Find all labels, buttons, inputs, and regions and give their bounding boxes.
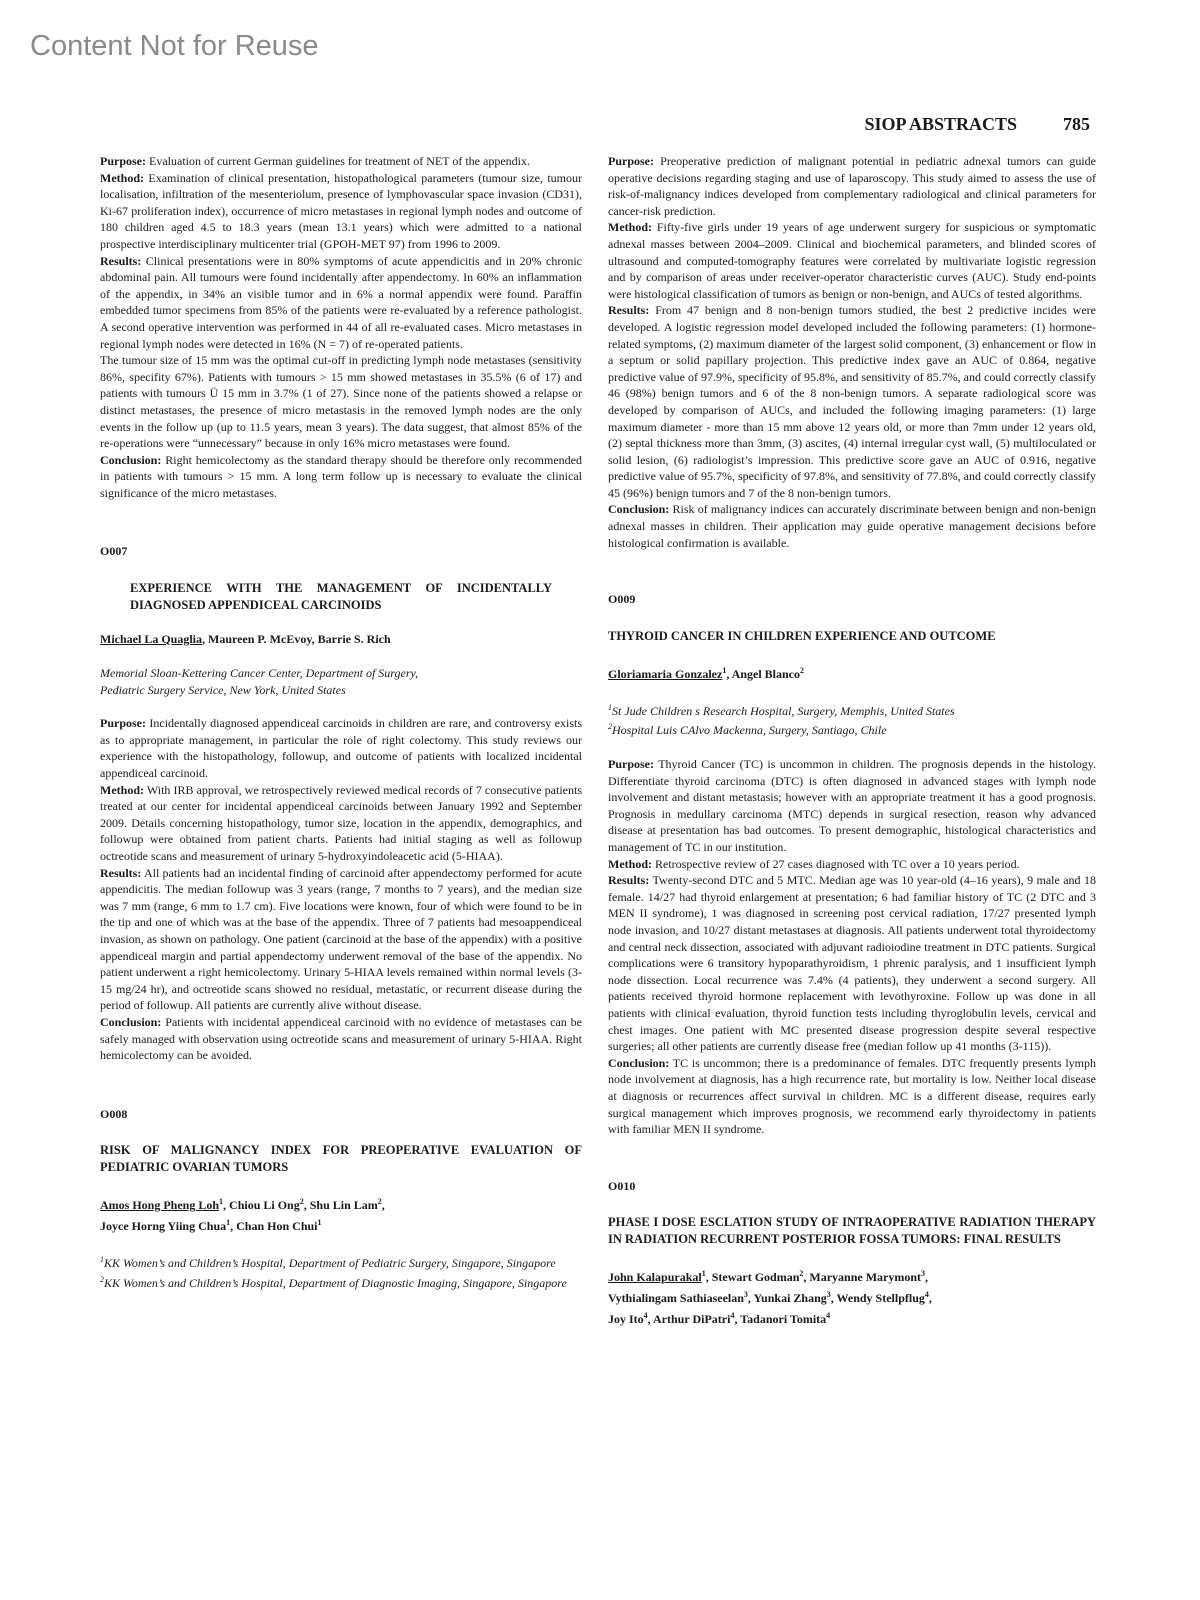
method-text: Fifty-five girls under 19 years of age underwent surgery for suspicious or symptomatic adnexal masses between 2004–2009. Clinical and biochemical parameters, and blinded scores of ultrasound and computed-tomography features were correlated by multivariate logistic regression and by comparison of areas under receiver-operator characteristic curves (AUC). Study end-points were histological classification of tumors as benign or non-benign, and AUCs of tested algorithms. xyxy=(608,220,1096,301)
co-author: Joy Ito xyxy=(608,1312,644,1327)
right-column xyxy=(608,153,1096,1328)
abstract-title: EXPERIENCE WITH THE MANAGEMENT OF INCIDENTALLY DIAGNOSED APPENDICEAL CARCINOIDS xyxy=(130,581,552,613)
conclusion-label: Conclusion: xyxy=(100,452,162,467)
affiliation-marker: 3 xyxy=(743,1290,748,1300)
watermark: Content Not for Reuse xyxy=(30,30,319,62)
abstract-title: THYROID CANCER IN CHILDREN EXPERIENCE AND OUTCOME xyxy=(608,628,996,643)
method-paragraph xyxy=(100,170,582,253)
results-text: Twenty-second DTC and 5 MTC. Median age was 10 year-old (4–16 years), 9 male and 18 female. 14/27 had thyroid enlargement at presentation; 6 had familiar history of TC (2 DTC and 3 MEN II syndrome), 1 was diagnosed in screening post cervical radiation, 17/27 presented lymph node invasion, and 10/27 distant metastases at diagnosis. All patients underwent total thyroidectomy and central neck dissection, associated with adjuvant radioiodine treatment in DTC patients. Surgical complications were 6 transitory hypoparathyroidism, 1 phrenic paralysis, and 1 insufficient lymph node dissection. Local recurrence was 7.4% (4 patients), they underwent a second surgery. All patients received thyroid hormone replacement with levothyroxine. Follow up was done in all patients with clinical evaluation, thyroid function tests including thyroglobulin levels, cervical and chest images. One patient with MC presented disease progression despite several respective surgeries; all other patients are currently disease free (median follow up 41 months (3-115)). xyxy=(608,873,1096,1054)
affiliation-marker: 1 xyxy=(722,665,727,675)
affiliation-2 xyxy=(100,1272,582,1292)
affiliation-marker: 3 xyxy=(921,1269,926,1279)
method-label: Method: xyxy=(100,782,144,797)
results-text: Clinical presentations were in 80% symptoms of acute appendicitis and in 20% chronic abdominal pain. All tumours were found incidentally after appendectomy. In 60% an inflammation of the appendix, in 34% an visible tumor and in 6% a normal appendix were found. Paraffin embedded tumor specimens from 85% of the patients were re-evaluated by a reference pathologist. A second operative intervention was performed in 44 of all re-evaluated cases. Micro metastases in regional lymph nodes were detected in 16% (N = 7) of re-operated patients. xyxy=(100,253,582,351)
affiliation-marker: 2 xyxy=(799,1269,804,1279)
abstract-id: O010 xyxy=(608,1178,636,1193)
abstract-O008 xyxy=(100,1106,582,1292)
affiliation-marker: 4 xyxy=(730,1311,735,1321)
purpose-text: Thyroid Cancer (TC) is uncommon in children. The prognosis depends in the histology. Differentiate thyroid carcinoma (DTC) is often diagnosed in advanced stages with lymph node involvement and distant metastasis; however with an appropriate treatment it has a good prognosis. Prognosis in medullary carcinoma (MTC) depends in surgical resection, reason why advanced disease at presentation has bad outcomes. To present demographic, histological characteristics and management of TC in our institution. xyxy=(608,757,1096,854)
affiliation-1 xyxy=(608,700,1096,720)
co-author: Joyce Horng Yiing Chua xyxy=(100,1219,227,1234)
co-author: , Stewart Godman xyxy=(705,1270,800,1285)
abstract-id: O007 xyxy=(100,544,128,559)
results-label: Results: xyxy=(100,865,142,880)
co-author: , Wendy Stellpflug xyxy=(830,1291,925,1306)
method-paragraph xyxy=(100,782,582,865)
conclusion-text: Right hemicolectomy as the standard therapy should be therefore only recommended in patients with tumours > 15 mm. A long term follow up is necessary to evaluate the clinical significance of the micro metastases. xyxy=(100,452,582,500)
conclusion-paragraph xyxy=(608,501,1096,551)
separator: , xyxy=(925,1270,929,1285)
conclusion-text: Risk of malignancy indices can accurately discriminate between benign and non-benign adnexal masses in children. Their application may guide operative management decisions before histological confirmation is available. xyxy=(608,502,1097,550)
affiliation-text: St Jude Children s Research Hospital, Surgery, Memphis, United States xyxy=(612,703,955,718)
co-author: Vythialingam Sathiaseelan xyxy=(608,1291,744,1306)
abstract-id: O008 xyxy=(100,1106,128,1121)
affiliation-1 xyxy=(100,1252,582,1272)
conclusion-label: Conclusion: xyxy=(608,502,670,517)
purpose-label: Purpose: xyxy=(100,716,146,731)
abstract-O009 xyxy=(608,591,1096,1137)
results-text: From 47 benign and 8 non-benign tumors studied, the best 2 predictive incides were developed. A logistic regression model developed included the following parameters: (1) hormone-related symptoms, (2) maximum diameter of the largest solid component, (3) enhancement or flow in a septum or solid papillary projection. This predictive index gave an AUC of 0.864, negative predictive value of 97.9%, specificity of 95.8%, and sensitivity of 85.7%, and could correctly classify 46 (98%) benign tumors and 6 of the 8 non-benign tumors. A separate radiological score was developed by comparison of AUCs, and included the following imaging parameters: (1) large maximum diameter - more than 15 mm above 12 years old, or more than 7mm under 12 years old, (2) septal thickness more than 3mm, (3) ascites, (4) internal irregular cyst wall, (5) multiloculated or solid lesion, (6) radiologist’s impression. This predictive score gave an AUC of 0.916, negative predictive value of 95.7%, specificity of 97.8%, and sensitivity of 77.8%, and could correctly classify 45 (96%) benign tumors and 7 of the 8 non-benign tumors. xyxy=(608,303,1096,500)
affiliation-line-1: Memorial Sloan-Kettering Cancer Center, Department of Surgery, xyxy=(100,666,419,681)
affiliation-line-2: Pediatric Surgery Service, New York, United States xyxy=(100,682,346,697)
affiliation-marker: 4 xyxy=(924,1290,929,1300)
co-author: , Maryanne Marymont xyxy=(803,1270,922,1285)
results-paragraph xyxy=(100,865,582,1014)
left-column xyxy=(100,153,582,1292)
affiliation-number: 2 xyxy=(608,722,612,732)
purpose-text: Preoperative prediction of malignant potential in pediatric adnexal tumors can guide operative decisions regarding staging and use of laparoscopy. This study aimed to assess the use of risk-of-malignancy indices developed from complementary radiological and clinical parameters for cancer-risk prediction. xyxy=(608,154,1097,218)
method-label: Method: xyxy=(100,170,144,185)
results-label: Results: xyxy=(608,873,650,888)
journal-section: SIOP ABSTRACTS xyxy=(864,114,1017,134)
affiliation-number: 1 xyxy=(100,1255,104,1265)
conclusion-label: Conclusion: xyxy=(608,1055,670,1070)
co-author: , Shu Lin Lam xyxy=(303,1198,378,1213)
separator: , xyxy=(381,1198,385,1213)
co-authors: , Maureen P. McEvoy, Barrie S. Rich xyxy=(202,632,391,647)
abstract-continued xyxy=(608,153,1096,551)
method-label: Method: xyxy=(608,856,652,871)
affiliation-text: Hospital Luis CAlvo Mackenna, Surgery, Santiago, Chile xyxy=(612,723,887,738)
affiliation-marker: 1 xyxy=(701,1269,706,1279)
separator: , xyxy=(928,1291,932,1306)
abstract-continued xyxy=(100,153,582,501)
affiliation-number: 1 xyxy=(608,702,612,712)
co-author: , Tadanori Tomita xyxy=(734,1312,827,1327)
affiliation-marker: 1 xyxy=(226,1218,231,1228)
purpose-paragraph xyxy=(100,153,582,170)
presenting-author: John Kalapurakal xyxy=(608,1270,702,1285)
co-author: , Chan Hon Chui xyxy=(230,1219,318,1234)
abstract-O007 xyxy=(100,543,582,1063)
results-paragraph-2 xyxy=(100,352,582,452)
method-label: Method: xyxy=(608,220,652,235)
abstract-O010 xyxy=(608,1178,1096,1329)
method-paragraph xyxy=(608,219,1096,302)
presenting-author: Amos Hong Pheng Loh xyxy=(100,1198,220,1213)
conclusion-text: TC is uncommon; there is a predominance of females. DTC frequently presents lymph node involvement at diagnosis, has a high recurrence rate, but mortality is low. Neither local disease at diagnosis or recurrences affect survival in children. MC is a different disease, requires early surgical management which improves prognosis, we recommend early thyroidectomy in patients with familiar MEN II syndrome. xyxy=(608,1055,1096,1137)
results-text-2: The tumour size of 15 mm was the optimal cut-off in predicting lymph node metastases (sensitivity 86%, specifity 67%). Patients with tumours > 15 mm showed metastases in 35.5% (6 of 17) and patients with tumours Ü 15 mm in 3.7% (1 of 27). Since none of the patients showed a relapse or distinct metastases, the presence of micro metastasis in the removed lymph nodes are the only events in the follow up (up to 11.5 years, mean 3 years). The data suggest, that almost 85% of the re-operations were “unnecessary” because in only 16% micro metastases were found. xyxy=(100,353,582,451)
purpose-label: Purpose: xyxy=(608,757,654,772)
results-label: Results: xyxy=(100,253,142,268)
affiliation-marker: 2 xyxy=(800,665,804,675)
affiliation-number: 2 xyxy=(100,1274,104,1284)
affiliation-2 xyxy=(608,719,1096,739)
affiliation-marker: 4 xyxy=(643,1311,648,1321)
co-author: , Chiou Li Ong xyxy=(223,1198,300,1213)
purpose-label: Purpose: xyxy=(608,154,654,168)
authors xyxy=(100,1193,582,1235)
purpose-paragraph xyxy=(100,715,582,781)
presenting-author: Michael La Quaglia xyxy=(100,632,202,647)
abstract-id: O009 xyxy=(608,592,636,607)
results-paragraph xyxy=(100,253,582,353)
affiliation-marker: 2 xyxy=(299,1197,304,1207)
affiliation-marker: 1 xyxy=(219,1197,224,1207)
results-label: Results: xyxy=(608,303,650,318)
results-paragraph xyxy=(608,302,1096,501)
conclusion-paragraph xyxy=(100,1014,582,1064)
abstract-title: RISK OF MALIGNANCY INDEX FOR PREOPERATIVE EVALUATION OF PEDIATRIC OVARIAN TUMORS xyxy=(100,1143,582,1175)
method-text: Retrospective review of 27 cases diagnosed with TC over a 10 years period. xyxy=(655,856,1020,871)
affiliation-marker: 1 xyxy=(317,1218,322,1228)
purpose-paragraph xyxy=(608,756,1096,856)
co-author: , Yunkai Zhang xyxy=(747,1291,827,1306)
affiliation-text: KK Women’s and Children’s Hospital, Department of Diagnostic Imaging, Singapore, Singapore xyxy=(104,1275,567,1290)
running-header xyxy=(864,114,1090,135)
conclusion-paragraph xyxy=(608,1055,1096,1138)
authors xyxy=(608,662,1096,683)
affiliation-text: KK Women’s and Children’s Hospital, Department of Pediatric Surgery, Singapore, Singapore xyxy=(104,1256,556,1271)
authors xyxy=(608,1265,1096,1328)
purpose-text: Incidentally diagnosed appendiceal carcinoids in children are rare, and controversy exists as to appropriate management, in particular the role of right colectomy. This study reviews our experience with the histopathology, followup, and outcome of patients with localized incidental appendiceal carcinoid. xyxy=(100,716,582,781)
method-text: Examination of clinical presentation, histopathological parameters (tumour size, tumour localisation, infiltration of the mesenteriolum, presence of lymphovascular space invasion (CD31), Ki-67 proliferation index), occurrence of micro metastases in regional lymph nodes and outcome of 180 children aged 4.5 to 18.3 years (mean 13.1 years) which were admitted to a national prospective interdisciplinary multicenter trial (GPOH-MET 97) from 1996 to 2009. xyxy=(100,170,583,251)
co-author: , Angel Blanco xyxy=(726,666,800,681)
purpose-paragraph xyxy=(608,153,1096,219)
page-number: 785 xyxy=(1063,114,1090,134)
affiliation-marker: 4 xyxy=(826,1311,831,1321)
conclusion-label: Conclusion: xyxy=(100,1014,162,1029)
purpose-text: Evaluation of current German guidelines for treatment of NET of the appendix. xyxy=(149,154,530,168)
affiliation-marker: 2 xyxy=(377,1197,382,1207)
authors xyxy=(100,631,582,648)
presenting-author: Gloriamaria Gonzalez xyxy=(608,666,723,681)
results-paragraph xyxy=(608,872,1096,1055)
affiliation-marker: 3 xyxy=(826,1290,831,1300)
conclusion-text: Patients with incidental appendiceal carcinoid with no evidence of metastases can be safely managed with observation using octreotide scans and measurement of urinary 5-HIAA. Right hemicolectomy can be avoided. xyxy=(100,1014,582,1063)
conclusion-paragraph xyxy=(100,452,582,502)
co-author: , Arthur DiPatri xyxy=(647,1312,731,1327)
abstract-title: PHASE I DOSE ESCLATION STUDY OF INTRAOPERATIVE RADIATION THERAPY IN RADIATION RECURRENT POSTERIOR FOSSA TUMORS: FINAL RESULTS xyxy=(608,1215,1096,1247)
method-text: With IRB approval, we retrospectively reviewed medical records of 7 consecutive patients treated at our center for incidental appendiceal carcinoids between January 1992 and September 2009. Details concerning histopathology, tumor size, location in the appendix, demographics, and followup were obtained from patient charts. Patients had initial staging as well as followup octreotide scans and measurement of urinary 5-hydroxyindoleacetic acid (5-HIAA). xyxy=(100,782,582,863)
results-text: All patients had an incidental finding of carcinoid after appendectomy performed for acute appendicitis. The median followup was 3 years (range, 7 months to 7 years), and the median size was 7 mm (range, 6 mm to 1.7 cm). Five locations were known, four of which were found to be in the tip and one of which was at the base of the appendix. Three of 7 patients had mesoappendiceal invasion, as shown on pathology. One patient (carcinoid at the base of the appendix) with a positive appendiceal margin and partial appendectomy underwent removal of the base of the appendix. No patient underwent a right hemicolectomy. Urinary 5-HIAA levels remained within normal levels (3-15 mg/24 hr), and octreotide scans showed no residual, metastatic, or recurrent disease during the period of followup. All patients are currently alive without disease. xyxy=(100,865,582,1013)
purpose-label: Purpose: xyxy=(100,154,146,168)
method-paragraph xyxy=(608,856,1096,873)
